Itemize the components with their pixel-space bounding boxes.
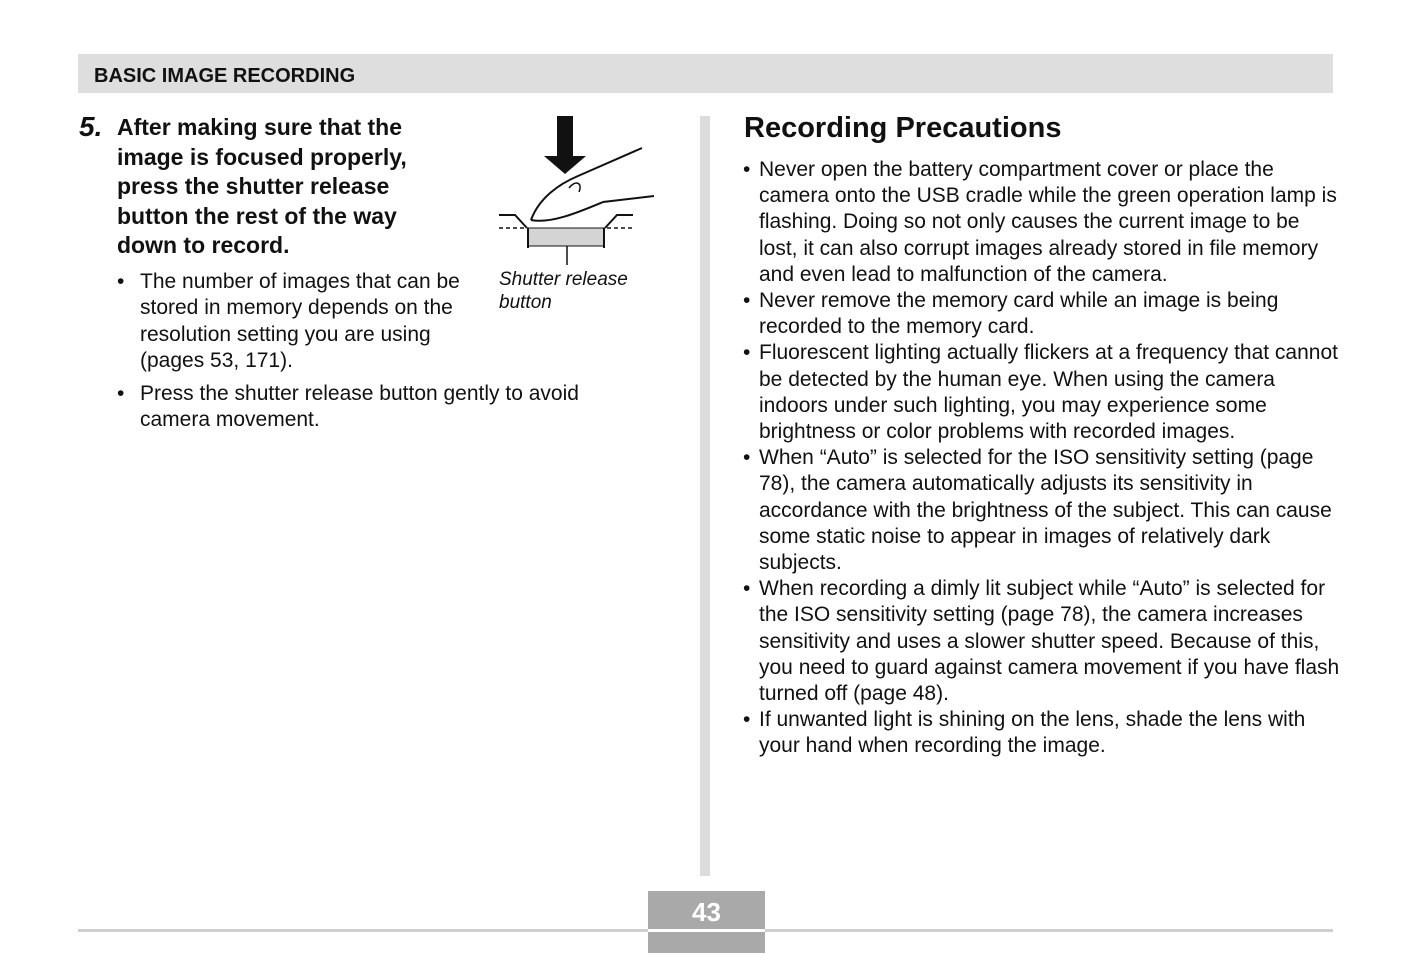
shutter-illustration [495, 112, 660, 267]
down-arrow-icon [544, 116, 586, 174]
list-item [743, 288, 1343, 340]
step-instruction: After making sure that the image is focused properly, press the shutter release button the rest of the way down to record. [117, 114, 407, 258]
precaution-text: Fluorescent lighting actually flickers at a frequency that cannot be detected by the human eye. When using the camera indoors under such lighting, you may experience some brightness or color problems with recorded images. [759, 341, 1338, 444]
shutter-button-icon [499, 215, 633, 265]
bullet-dot: • [743, 289, 751, 313]
list-item [743, 445, 1343, 576]
list-item [743, 707, 1343, 759]
bullet-dot: • [743, 446, 751, 470]
precaution-text: When recording a dimly lit subject while “Auto” is selected for the ISO sensitivity setting (page 78), the camera increases sensitivity and uses a slower shutter speed. Because of this, you need to guard against camera movement if you have flash turned off (page 48). [759, 577, 1340, 706]
page-badge-divider [648, 929, 765, 932]
list-item [117, 381, 650, 434]
bullet-dot: • [743, 708, 751, 732]
bullet-text: Press the shutter release button gently to avoid camera movement. [140, 382, 579, 432]
precaution-text: When “Auto” is selected for the ISO sensitivity setting (page 78), the camera automatically adjusts its sensitivity in accordance with the brightness of the subject. This can cause some static noise to appear in images of relatively dark subjects. [759, 446, 1332, 575]
bullet-text: The number of images that can be stored in memory depends on the resolution setting you are using (pages 53, 171). [140, 270, 460, 372]
list-item [743, 157, 1343, 288]
illustration-caption: Shutter release button [499, 269, 628, 313]
section-header [78, 54, 1333, 93]
bullet-dot: • [743, 577, 751, 601]
precaution-text: If unwanted light is shining on the lens, shade the lens with your hand when recording the image. [759, 708, 1306, 758]
step-number: 5. [79, 111, 103, 142]
bullet-dot: • [117, 382, 125, 405]
list-item [743, 340, 1343, 445]
precaution-text: Never remove the memory card while an image is being recorded to the memory card. [759, 289, 1279, 339]
list-item [743, 576, 1343, 707]
column-divider [700, 116, 710, 876]
bullet-dot: • [743, 341, 751, 365]
list-item [117, 269, 475, 374]
page-number: 43 [692, 897, 721, 927]
section-title: BASIC IMAGE RECORDING [94, 65, 356, 87]
bullet-dot: • [743, 158, 751, 181]
precautions-title: Recording Precautions [744, 112, 1062, 144]
page-number-badge [648, 891, 765, 953]
bullet-dot: • [117, 270, 125, 293]
precaution-text: Never open the battery compartment cover or place the camera onto the USB cradle while the green operation lamp is flashing. Doing so not only causes the current image to be lost, it can also corrupt images already stored in file memory and even lead to malfunction of the camera. [759, 158, 1337, 286]
precautions-list [743, 157, 1343, 760]
